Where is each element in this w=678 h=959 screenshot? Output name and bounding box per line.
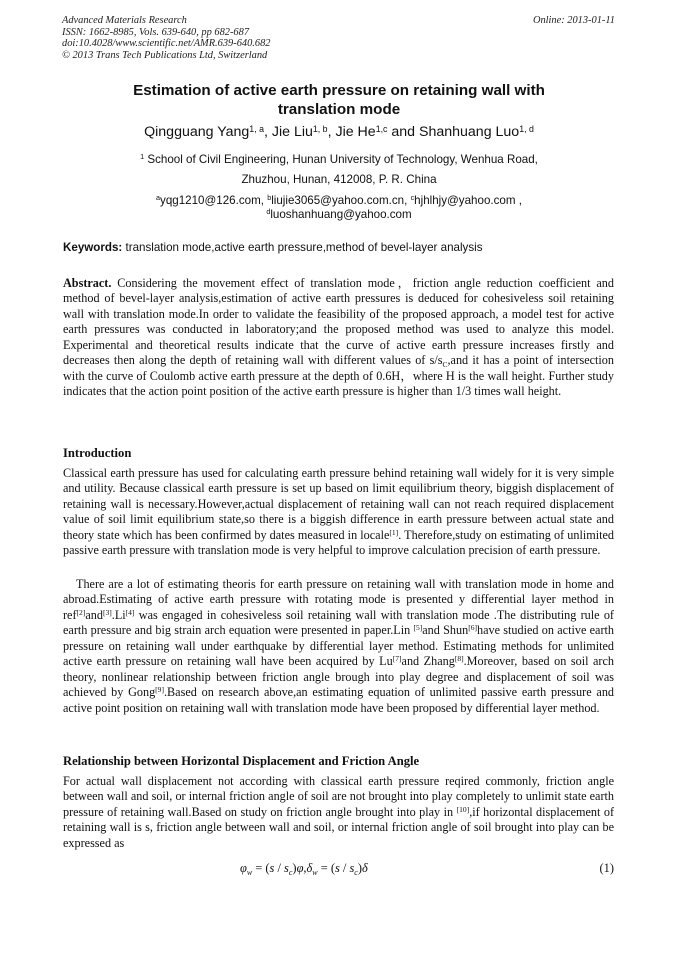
citation-ref[interactable]: [2] <box>76 607 86 617</box>
author-separator: and <box>387 124 419 140</box>
keywords-text: translation mode,active earth pressure,method of bevel-layer analysis <box>122 241 483 254</box>
paragraph-text: .Based on research above,an estimating equation of unlimited passive earth pressure and active point position on retaining wall with translation mode have been proposed by differential layer method. <box>63 685 615 715</box>
author-affiliation-mark: 1,c <box>375 123 388 134</box>
eq-symbol: = ( <box>252 861 270 875</box>
journal-doi: doi:10.4028/www.scientific.net/AMR.639-640.682 <box>62 38 271 50</box>
paragraph-text: .Moreover, based on soil arch theory, nonlinear relationship between friction angle brough into play degree and displacement of soil was achieved by Gong <box>63 654 614 700</box>
author-name: Jie Liu <box>271 124 313 140</box>
title-line-2: translation mode <box>277 101 401 118</box>
section-heading-introduction: Introduction <box>63 446 132 460</box>
paragraph-text: and Zhang <box>401 654 455 669</box>
eq-symbol: , <box>303 861 307 875</box>
eq-symbol: s <box>334 861 340 875</box>
author-affiliation-mark: 1, a <box>249 123 264 134</box>
subscript: C <box>442 359 448 369</box>
citation-ref[interactable]: [7] <box>392 654 402 664</box>
eq-symbol: s <box>269 861 275 875</box>
eq-symbol: s <box>349 861 355 875</box>
email-link[interactable]: yqg1210@126.com, <box>160 194 268 207</box>
keywords <box>63 241 615 255</box>
citation-ref[interactable]: [1] <box>389 527 399 537</box>
author-name: Shanhuang Luo <box>419 124 520 140</box>
eq-subscript: c <box>354 867 358 877</box>
eq-subscript: w <box>246 867 253 877</box>
eq-symbol: / <box>339 861 350 875</box>
email-link[interactable]: hjhlhjy@yahoo.com , <box>414 194 522 207</box>
paragraph-text: Classical earth pressure has used for calculating earth pressure behind retaining wall widely for it is very simple and utility. Because classical earth pressure is set up based on limit equilibrium theory, biggish displacement of retaining wall is necessary.However,actual displacement of retaining wall can not reach required displacement value of soil limit equilibrium state,so there is a biggish difference in earth pressure between actual state and theory state which has been confirmed by dates measured in locale <box>63 466 614 542</box>
eq-subscript: w <box>312 867 318 877</box>
author-name: Qingguang Yang <box>144 124 250 140</box>
paragraph-text: . Therefore,study on estimating of unlimited passive earth pressure with translation mode is very helpful to improve calculation precision of earth pressure. <box>63 527 614 558</box>
email-mark: b <box>267 193 272 203</box>
eq-symbol: φ <box>240 861 247 875</box>
affiliation <box>60 150 618 190</box>
eq-symbol: ) <box>357 861 362 875</box>
paragraph-text: have studied on active earth pressure on retaining wall under earthquake by differential layer method. Estimating methods for unlimited active earth pressure on retaining wall have been acquired by Lu <box>63 623 614 669</box>
relationship-paragraph <box>63 774 614 851</box>
citation-ref[interactable]: [8] <box>454 654 464 664</box>
eq-symbol: = ( <box>317 861 335 875</box>
citation-ref[interactable]: [10] <box>456 804 470 814</box>
citation-ref[interactable]: [4] <box>125 607 135 617</box>
citation-ref[interactable]: [5] <box>413 623 423 633</box>
eq-symbol: φ <box>296 861 304 875</box>
email-mark: c <box>410 193 415 203</box>
author-affiliation-mark: 1, d <box>519 123 534 134</box>
author-name: Jie He <box>335 124 376 140</box>
affiliation-line-1: School of Civil Engineering, Hunan University of Technology, Wenhua Road, <box>147 153 538 166</box>
introduction-paragraph-1 <box>63 466 614 559</box>
eq-symbol: δ <box>306 861 313 875</box>
paragraph-text: was engaged in cohesiveless soil retaining wall with translation mode .The distributing rule of earth pressure and big strain arch equation were presented in paper.Lin <box>63 607 614 638</box>
introduction-paragraph-2 <box>63 577 614 716</box>
affiliation-line-2: Zhuzhou, Hunan, 412008, P. R. China <box>241 173 437 186</box>
journal-issn: ISSN: 1662-8985, Vols. 639-640, pp 682-687 <box>62 26 250 38</box>
paragraph-text: For actual wall displacement not according with classical earth pressure reqired commonly, friction angle between wall and soil, or internal friction angle of soil are not brought into play completely to unlimit state earth pressure of retaining wall.Based on study on friction angle brought into play in <box>63 774 614 819</box>
eq-symbol: ) <box>292 861 297 875</box>
paragraph-text: There are a lot of estimating theoris for earth pressure on retaining wall with translation mode in home and abroad.Estimating of active earth pressure with rotating mode is presented y differential layer method in ref <box>63 577 614 622</box>
paragraph-text: and <box>85 607 103 622</box>
author-separator: , <box>327 124 336 140</box>
author-affiliation-mark: 1, b <box>312 123 328 134</box>
abstract-label: Abstract. <box>63 276 112 290</box>
section-heading-relationship: Relationship between Horizontal Displacement and Friction Angle <box>63 754 420 768</box>
citation-ref[interactable]: [6] <box>468 623 478 633</box>
abstract-text: ,and it has a point of intersection with the curve of Coulomb active earth pressure at the depth of 0.6H，where H is the wall height. Further study indicates that the action point position of the active earth pressure is higher than 1/3 times wall height. <box>63 353 614 399</box>
eq-symbol: δ <box>362 861 368 875</box>
equation-number: (1) <box>599 861 614 875</box>
journal-copyright: © 2013 Trans Tech Publications Ltd, Switzerland <box>62 49 268 61</box>
paragraph-text: ,if horizontal displacement of retaining wall is s, friction angle between wall and soil, or internal friction angle of soil brought into play can be expressed as <box>63 804 615 850</box>
email-mark: d <box>266 207 271 217</box>
paragraph-text: .Li <box>111 607 126 622</box>
abstract <box>63 276 614 400</box>
author-list <box>40 123 638 141</box>
author-separator: , <box>263 124 272 140</box>
journal-name: Advanced Materials Research <box>62 15 187 26</box>
online-date: Online: 2013-01-11 <box>532 15 615 26</box>
abstract-text: Considering the movement effect of translation mode，friction angle reduction coefficient and method of bevel-layer analysis,estimation of active earth pressures is deduced for cohesiveless soil retaining wall with translation mode.In order to validate the feasibility of the proposed approach, a model test for active earth pressures was conducted in laboratory;and the proposed method was used to analyze this model. Experimental and theoretical results indicate that the curve of active earth pressure increases firstly and decreases then along the depth of retaining wall with different values of s/s <box>63 276 614 368</box>
affiliation-mark: 1 <box>140 152 145 162</box>
keywords-label: Keywords: <box>63 241 123 254</box>
equation-1 <box>240 860 368 876</box>
citation-ref[interactable]: [3] <box>102 607 112 617</box>
email-mark: a <box>156 193 161 203</box>
eq-symbol: s <box>284 861 289 875</box>
paper-title <box>90 81 588 119</box>
eq-subscript: c <box>288 867 293 877</box>
citation-ref[interactable]: [9] <box>155 685 164 695</box>
email-link[interactable]: luoshanhuang@yahoo.com <box>270 208 412 221</box>
paragraph-text: and Shun <box>422 623 469 638</box>
author-emails <box>60 194 618 222</box>
title-line-1: Estimation of active earth pressure on retaining wall with <box>133 82 545 99</box>
eq-symbol: / <box>274 861 285 875</box>
email-link[interactable]: liujie3065@yahoo.com.cn, <box>271 194 411 207</box>
journal-header <box>62 15 270 61</box>
